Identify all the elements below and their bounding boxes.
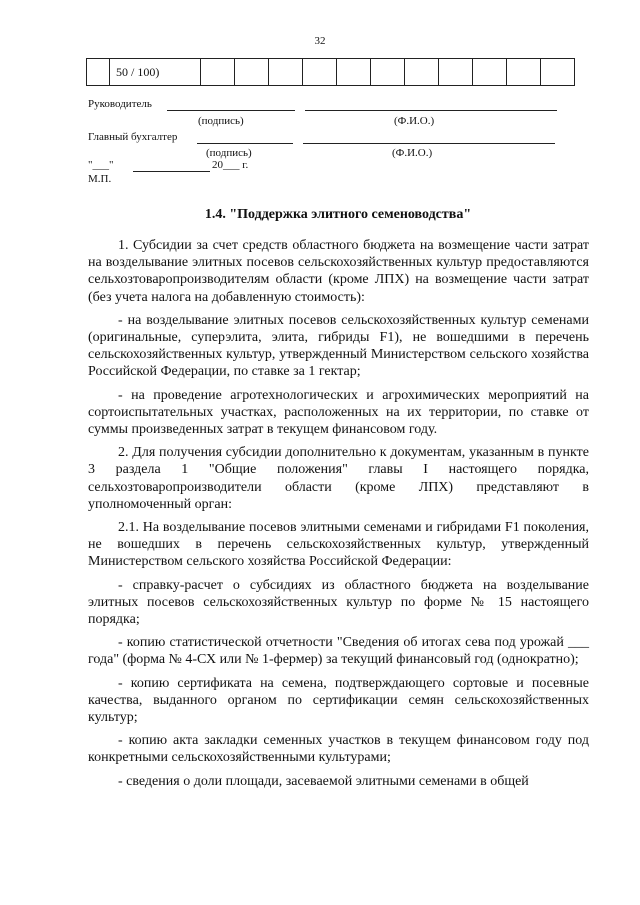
paragraph: 2.1. На возделывание посевов элитными семенами и гибридами F1 поколения, не вошедших в перечень сельскохозяйственных культур, утвержденный Министерством сельского хозяйства Российской Федерации: [88,520,589,570]
table-row [87,59,575,86]
paragraph: - копию статистической отчетности "Сведения об итогах сева под урожай ___ года" (форма № 4-СХ или № 1-фермер) за текущий финансовый год (однократно); [88,635,589,668]
paragraph: 1. Субсидии за счет средств областного бюджета на возмещение части затрат на возделывание элитных посевов сельскохозяйственных культур предоставляются сельхозтоваропроизводителям области (кроме ЛПХ) на возмещение части затрат (без учета налога на добавленную стоимость): [88,238,589,305]
table-cell [337,59,371,86]
table-cell [269,59,303,86]
accountant-name-caption: (Ф.И.О.) [392,147,433,159]
paragraph: - на возделывание элитных посевов сельскохозяйственных культур семенами (оригинальные, суперэлита, элита, гибриды F1), не вошедшими в перечень сельскохозяйственных культур, утвержденный Министерством сельского хозяйства Российской Федерации, по ставке за 1 гектар; [88,312,589,380]
head-label: Руководитель [88,98,152,110]
head-signature-line [167,110,295,111]
accountant-label: Главный бухгалтер [88,131,178,143]
page-number: 32 [314,35,326,47]
table-cell [201,59,235,86]
table-cell [439,59,473,86]
paragraph: - сведения о доли площади, засеваемой элитными семенами в общей [118,773,529,789]
table-cell [473,59,507,86]
table-cell [87,59,110,86]
paragraph: - справку-расчет о субсидиях из областного бюджета на возделывание элитных посевов сельскохозяйственных культур по форме № 15 настоящего порядка; [88,577,589,628]
section-title: 1.4. "Поддержка элитного семеноводства" [204,207,472,222]
stamp-label: М.П. [88,173,112,185]
accountant-signature-caption: (подпись) [206,147,252,159]
date-year: 20___ г. [212,159,249,171]
date-day: "___" [88,159,114,171]
head-signature-caption: (подпись) [198,115,244,127]
paragraph: - копию сертификата на семена, подтверждающего сортовые и посевные качества, выданного органом по сертификации семян сельскохозяйственных культур; [88,675,589,726]
date-month-line [133,171,210,172]
table-cell: 50 / 100) [110,59,201,86]
table-cell [405,59,439,86]
body-text [88,237,589,792]
table-cell [235,59,269,86]
table-cell [303,59,337,86]
form-table [86,58,575,86]
table-cell [507,59,541,86]
accountant-signature-line [197,143,293,144]
paragraph: 2. Для получения субсидии дополнительно к документам, указанным в пункте 3 раздела 1 "Общие положения" главы I настоящего порядка, сельхозтоваропроизводители области (кроме ЛПХ) представляют в уполномоченный орган: [88,445,589,512]
paragraph: - копию акта закладки семенных участков в текущем финансовом году под конкретными сельскохозяйственными культурами; [88,733,589,766]
paragraph: - на проведение агротехнологических и агрохимических мероприятий на сортоиспытательных участках, расположенных на их территории, по ставке от суммы произведенных затрат в текущем финансовом году. [88,387,589,438]
head-name-caption: (Ф.И.О.) [394,115,435,127]
head-name-line [305,110,557,111]
table-cell [541,59,575,86]
table-cell [371,59,405,86]
accountant-name-line [303,143,555,144]
